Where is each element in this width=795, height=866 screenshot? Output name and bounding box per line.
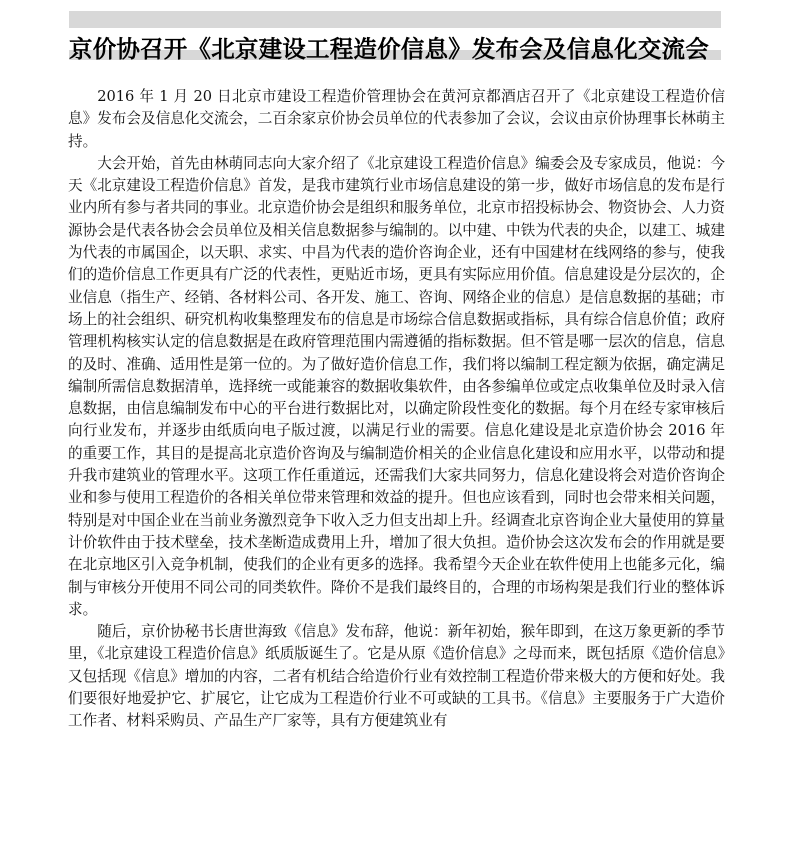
article-paragraph-1: 2016 年 1 月 20 日北京市建设工程造价管理协会在黄河京都酒店召开了《北京建设工程造价信息》发布会及信息化交流会，二百余家京价协会员单位的代表参加了会议，会议由京价协理事长林萌主持。	[68, 88, 725, 150]
article-paragraph-2: 大会开始，首先由林萌同志向大家介绍了《北京建设工程造价信息》编委会及专家成员，他说：今天《北京建设工程造价信息》首发，是我市建筑行业市场信息建设的第一步，做好市场信息的发布是行业内所有参与者共同的事业。北京造价协会是组织和服务单位，北京市招投标协会、物资协会、人力资源协会是代表各协会会员单位及相关信息数据参与编制的。以中建、中铁为代表的央企，以建工、城建为代表的市属国企，以天职、求实、中昌为代表的造价咨询企业，还有中国建材在线网络的参与，使我们的造价信息工作更具有广泛的代表性，更贴近市场，更具有实际应用价值。信息建设是分层次的，企业信息（指生产、经销、各材料公司、各开发、施工、咨询、网络企业的信息）是信息数据的基础；市场上的社会组织、研究机构收集整理发布的信息是市场综合信息数据或指标，具有综合信息价值；政府管理机构核实认定的信息数据是在政府管理范围内需遵循的指标数据。但不管是哪一层次的信息，信息的及时、准确、适用性是第一位的。为了做好造价信息工作，我们将以编制工程定额为依据，确定满足编制所需信息数据清单，选择统一或能兼容的数据收集软件，由各参编单位或定点收集单位及时录入信息数据，由信息编制发布中心的平台进行数据比对，以确定阶段性变化的数据。每个月在经专家审核后向行业发布，并逐步由纸质向电子版过渡，以满足行业的需要。信息化建设是北京造价协会 2016 年的重要工作，其目的是提高北京造价咨询及与编制造价相关的企业信息化建设和应用水平，以带动和提升我市建筑业的管理水平。这项工作任重道远，还需我们大家共同努力，信息化建设将会对造价咨询企业和参与使用工程造价的各相关单位带来管理和效益的提升。但也应该看到，同时也会带来相关问题，特别是对中国企业在当前业务激烈竞争下收入乏力但支出却上升。经调查北京咨询企业大量使用的算量计价软件由于技术壁垒，技术垄断造成费用上升，增加了很大负担。造价协会这次发布会的作用就是要在北京地区引入竞争机制，使我们的企业有更多的选择。我希望今天企业在软件使用上也能多元化，编制与审核分开使用不同公司的同类软件。降价不是我们最终目的，合理的市场构架是我们行业的整体诉求。	[68, 154, 725, 618]
title-band	[69, 28, 721, 66]
article-body	[68, 86, 725, 733]
header-decoration-bar	[69, 11, 721, 28]
article-title: 京价协召开《北京建设工程造价信息》发布会及信息化交流会	[69, 35, 709, 63]
article-paragraph-3: 随后，京价协秘书长唐世海致《信息》发布辞，他说：新年初始，猴年即到，在这万象更新的季节里，《北京建设工程造价信息》纸质版诞生了。它是从原《造价信息》之母而来，既包括原《造价信息》又包括现《信息》增加的内容，二者有机结合给造价行业有效控制工程造价带来极大的方便和好处。我们要很好地爱护它、扩展它，让它成为工程造价行业不可或缺的工具书。《信息》主要服务于广大造价工作者、材料采购员、产品生产厂家等，具有方便建筑业有	[68, 623, 725, 730]
